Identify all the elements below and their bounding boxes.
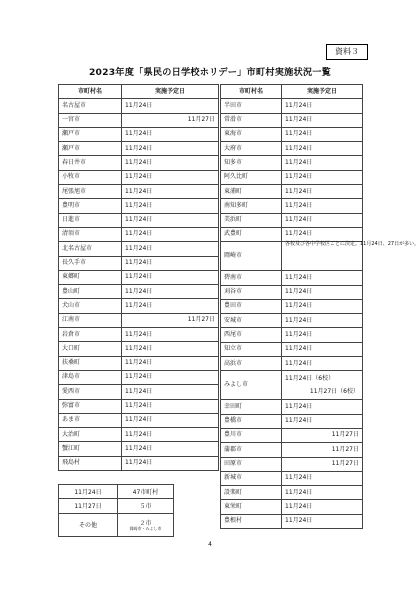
- table-row: [59, 370, 219, 384]
- date-cell: 11月24日: [282, 113, 363, 127]
- right-table: [220, 84, 420, 529]
- date-cell: 11月24日: [282, 314, 363, 328]
- column-header-date: 実施予定日: [122, 85, 219, 99]
- table-row: [221, 113, 363, 127]
- table-row: [59, 213, 219, 227]
- date-cell: 11月24日: [282, 285, 363, 299]
- city-cell: 岡崎市: [221, 242, 282, 271]
- city-cell: 弥富市: [59, 399, 122, 413]
- table-row: [221, 242, 363, 271]
- table-row: [221, 99, 363, 113]
- date-cell: 11月24日: [282, 127, 363, 141]
- summary-label: その他: [59, 513, 118, 536]
- note-cell: 各校及び各中学校区ごとに決定。11月24日、27日が多い。: [282, 242, 363, 271]
- city-cell: 知多市: [221, 156, 282, 170]
- summary-subnote: 岡崎市・みよし市: [129, 525, 162, 531]
- table-row: [59, 227, 219, 241]
- city-cell: 新城市: [221, 471, 282, 485]
- table-row: [59, 242, 219, 256]
- date-cell: [282, 371, 363, 400]
- date-cell: 11月24日: [282, 414, 363, 428]
- table-row: [59, 285, 219, 299]
- date-cell: 11月24日: [122, 370, 219, 384]
- date-cell: 11月27日: [282, 457, 363, 471]
- table-row: [59, 413, 219, 427]
- date-cell: 11月24日: [122, 385, 219, 399]
- date-cell: 11月24日: [122, 328, 219, 342]
- city-cell: 武豊町: [221, 227, 282, 241]
- date-cell: 11月27日: [282, 428, 363, 442]
- date-cell: 11月24日: [282, 514, 363, 528]
- date-cell: 11月24日: [122, 256, 219, 270]
- city-cell: あま市: [59, 413, 122, 427]
- table-row: [59, 456, 219, 470]
- table-row: [59, 199, 219, 213]
- date-cell: 11月24日: [122, 185, 219, 199]
- city-cell: 知立市: [221, 342, 282, 356]
- table-row: [59, 156, 219, 170]
- table-row: [221, 199, 363, 213]
- column-header-city: 市町村名: [59, 85, 122, 99]
- city-cell: 常滑市: [221, 113, 282, 127]
- city-cell: 瀬戸市: [59, 142, 122, 156]
- date-cell: 11月24日: [122, 428, 219, 442]
- date-cell: 11月24日: [122, 342, 219, 356]
- city-cell: 扶桑町: [59, 356, 122, 370]
- column-header-date: 実施予定日: [282, 85, 363, 99]
- city-cell: 大治町: [59, 428, 122, 442]
- date-cell: 11月27日: [122, 113, 219, 127]
- table-row: [59, 328, 219, 342]
- city-cell: 蟹江町: [59, 442, 122, 456]
- table-row: [221, 514, 363, 528]
- date-cell: 11月24日: [282, 227, 363, 241]
- date-cell: 11月24日: [282, 471, 363, 485]
- city-cell: 豊明市: [59, 199, 122, 213]
- table-row: [221, 357, 363, 371]
- table-row: [59, 142, 219, 156]
- summary-value-cell: [118, 513, 174, 536]
- date-cell: 11月24日: [282, 99, 363, 113]
- city-cell: 豊根村: [221, 514, 282, 528]
- city-cell: 豊山町: [59, 285, 122, 299]
- date-cell: 11月24日: [282, 486, 363, 500]
- table-row: [221, 142, 363, 156]
- table-row: [59, 385, 219, 399]
- date-cell: 11月24日: [122, 399, 219, 413]
- date-cell: 11月24日: [122, 242, 219, 256]
- table-row: [59, 342, 219, 356]
- table-row: [221, 371, 363, 400]
- city-cell: 北名古屋市: [59, 242, 122, 256]
- date-cell: 11月24日: [122, 285, 219, 299]
- date-cell: 11月24日: [282, 213, 363, 227]
- table-row: [59, 442, 219, 456]
- table-row: [221, 428, 363, 442]
- summary-row: [59, 499, 174, 513]
- city-cell: 豊橋市: [221, 414, 282, 428]
- city-cell: 美浜町: [221, 213, 282, 227]
- city-cell: 幸田町: [221, 400, 282, 414]
- city-cell: 半田市: [221, 99, 282, 113]
- date-cell: 11月24日: [282, 170, 363, 184]
- city-cell: みよし市: [221, 371, 282, 400]
- city-cell: 高浜市: [221, 357, 282, 371]
- city-cell: 刈谷市: [221, 285, 282, 299]
- city-cell: 尾張旭市: [59, 185, 122, 199]
- date-cell: 11月24日: [282, 500, 363, 514]
- city-cell: 南知多町: [221, 199, 282, 213]
- city-cell: 大口町: [59, 342, 122, 356]
- summary-value: 47市町村: [118, 485, 174, 499]
- summary-row: [59, 513, 174, 536]
- table-row: [221, 443, 363, 457]
- date-cell: 11月24日: [122, 213, 219, 227]
- summary-row: [59, 485, 174, 499]
- table-row: [221, 156, 363, 170]
- city-cell: 豊川市: [221, 428, 282, 442]
- date-cell: 11月24日: [122, 99, 219, 113]
- table-row: [221, 414, 363, 428]
- date-cell: 11月24日: [122, 199, 219, 213]
- city-cell: 清須市: [59, 227, 122, 241]
- table-row: [221, 471, 363, 485]
- date-cell: 11月24日: [282, 400, 363, 414]
- summary-value: ５市: [118, 499, 174, 513]
- date-line: 11月24日（6校）: [285, 375, 335, 383]
- table-row: [221, 400, 363, 414]
- table-row: [221, 127, 363, 141]
- column-header-city: 市町村名: [221, 85, 282, 99]
- date-cell: 11月24日: [282, 185, 363, 199]
- city-cell: 豊田市: [221, 299, 282, 313]
- city-cell: 飛島村: [59, 456, 122, 470]
- table-row: [59, 99, 219, 113]
- city-cell: 田原市: [221, 457, 282, 471]
- city-cell: 江南市: [59, 313, 122, 327]
- summary-value: ２市: [139, 519, 152, 527]
- date-cell: 11月24日: [282, 342, 363, 356]
- date-cell: 11月24日: [122, 442, 219, 456]
- table-row: [59, 113, 219, 127]
- city-cell: 一宮市: [59, 113, 122, 127]
- date-cell: 11月27日: [282, 443, 363, 457]
- date-cell: 11月24日: [122, 356, 219, 370]
- city-cell: 設楽町: [221, 486, 282, 500]
- summary-table: [58, 484, 174, 537]
- table-row: [221, 271, 363, 285]
- city-cell: 東郷町: [59, 270, 122, 284]
- page-title: 2023年度「県民の日学校ホリデー」市町村実施状況一覧: [88, 67, 332, 78]
- date-cell: 11月24日: [282, 271, 363, 285]
- date-cell: 11月24日: [122, 270, 219, 284]
- date-cell: 11月24日: [122, 413, 219, 427]
- table-row: [59, 356, 219, 370]
- date-cell: 11月24日: [122, 456, 219, 470]
- left-table: [58, 84, 219, 471]
- date-cell: 11月24日: [282, 156, 363, 170]
- table-row: [221, 170, 363, 184]
- table-header-row: [59, 85, 219, 99]
- table-row: [221, 227, 363, 241]
- table-row: [221, 285, 363, 299]
- table-row: [221, 213, 363, 227]
- date-cell: 11月24日: [122, 299, 219, 313]
- date-cell: 11月24日: [282, 142, 363, 156]
- table-row: [59, 185, 219, 199]
- city-cell: 蒲郡市: [221, 443, 282, 457]
- table-row: [59, 170, 219, 184]
- city-cell: 安城市: [221, 314, 282, 328]
- document-badge: 資料３: [326, 44, 368, 60]
- city-cell: 犬山市: [59, 299, 122, 313]
- date-line: 11月27日（6校）: [309, 388, 359, 396]
- table-row: [221, 185, 363, 199]
- table-row: [59, 299, 219, 313]
- table-row: [221, 342, 363, 356]
- date-cell: 11月24日: [122, 227, 219, 241]
- city-cell: 西尾市: [221, 328, 282, 342]
- date-cell: 11月24日: [282, 199, 363, 213]
- date-cell: 11月27日: [122, 313, 219, 327]
- table-row: [221, 457, 363, 471]
- city-cell: 大府市: [221, 142, 282, 156]
- city-cell: 日進市: [59, 213, 122, 227]
- summary-label: 11月24日: [59, 485, 118, 499]
- table-row: [221, 328, 363, 342]
- city-cell: 愛西市: [59, 385, 122, 399]
- city-cell: 名古屋市: [59, 99, 122, 113]
- city-cell: 津島市: [59, 370, 122, 384]
- city-cell: 長久手市: [59, 256, 122, 270]
- table-row: [59, 313, 219, 327]
- city-cell: 岩倉市: [59, 328, 122, 342]
- page-number: 4: [208, 541, 212, 548]
- date-cell: 11月24日: [122, 170, 219, 184]
- city-cell: 小牧市: [59, 170, 122, 184]
- city-cell: 春日井市: [59, 156, 122, 170]
- table-row: [59, 270, 219, 284]
- table-row: [59, 256, 219, 270]
- table-row: [221, 500, 363, 514]
- table-row: [221, 486, 363, 500]
- table-row: [221, 314, 363, 328]
- table-row: [59, 127, 219, 141]
- city-cell: 碧南市: [221, 271, 282, 285]
- table-row: [59, 428, 219, 442]
- table-row: [59, 399, 219, 413]
- city-cell: 東海市: [221, 127, 282, 141]
- table-header-row: [221, 85, 363, 99]
- city-cell: 阿久比町: [221, 170, 282, 184]
- date-cell: 11月24日: [122, 156, 219, 170]
- table-row: [221, 299, 363, 313]
- summary-label: 11月27日: [59, 499, 118, 513]
- date-cell: 11月24日: [282, 328, 363, 342]
- city-cell: 東栄町: [221, 500, 282, 514]
- city-cell: 瀬戸市: [59, 127, 122, 141]
- date-cell: 11月24日: [122, 127, 219, 141]
- city-cell: 東浦町: [221, 185, 282, 199]
- date-cell: 11月24日: [282, 299, 363, 313]
- date-cell: 11月24日: [122, 142, 219, 156]
- date-cell: 11月24日: [282, 357, 363, 371]
